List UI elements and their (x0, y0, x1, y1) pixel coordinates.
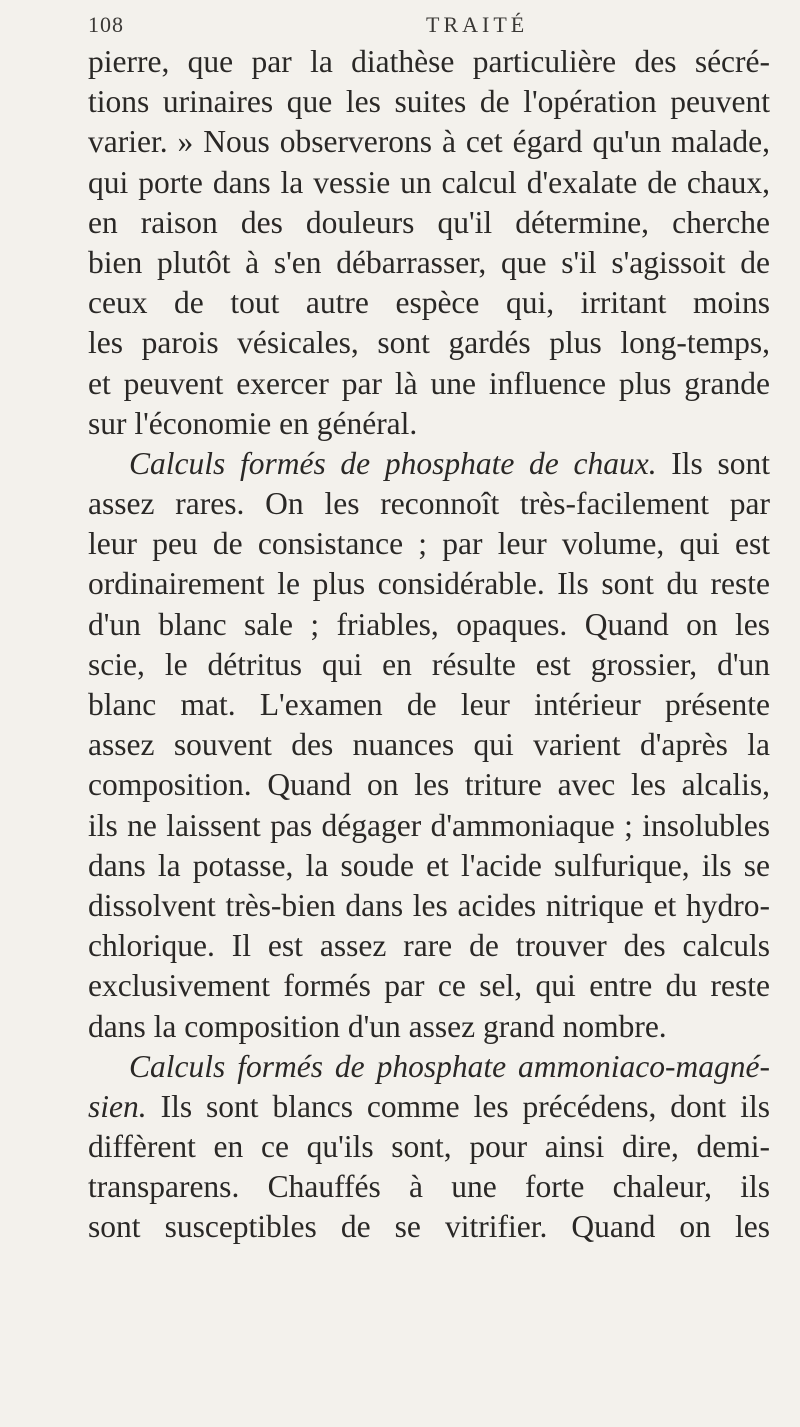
body-text (88, 42, 770, 1248)
section-heading-continuation: sien. (88, 1088, 147, 1124)
text-line: sur l'économie en général. (88, 405, 418, 441)
text-line: chlorique. Il est assez rare de trouver des calculs (88, 928, 770, 964)
text-line: pierre, que par la diathèse particulière des sécré- (88, 44, 770, 79)
text-line: ceux de tout autre espèce qui, irritant moins (88, 285, 770, 321)
text-line: ordinairement le plus considérable. Ils sont du reste (88, 566, 770, 602)
text-line: dissolvent très-bien dans les acides nitrique et hydro- (88, 887, 770, 923)
text-line: assez souvent des nuances qui varient d'après la (88, 727, 770, 763)
text-line (88, 1087, 770, 1127)
text-line: en raison des douleurs qu'il détermine, cherche (88, 204, 770, 240)
section-heading-line (88, 444, 770, 484)
running-head: TRAITÉ (426, 12, 529, 37)
text-fragment: Ils sont (671, 445, 771, 481)
text-line: assez rares. On les reconnoît très-facilement par (88, 486, 770, 522)
section-heading-phosphate-ammoniaco-magnesien: Calculs formés de phosphate ammoniaco-magné- (129, 1048, 770, 1084)
text-line: varier. » Nous observerons à cet égard qu'un malade, (88, 124, 770, 160)
text-line: diffèrent en ce qu'ils sont, pour ainsi dire, demi- (88, 1129, 770, 1165)
text-line: qui porte dans la vessie un calcul d'exalate de chaux, (88, 164, 770, 200)
text-line: blanc mat. L'examen de leur intérieur présente (88, 687, 770, 722)
text-line: d'un blanc sale ; friables, opaques. Quand on les (88, 606, 770, 642)
text-line: exclusivement formés par ce sel, qui entre du reste (88, 968, 770, 1004)
text-line: composition. Quand on les triture avec les alcalis, (88, 767, 770, 803)
text-line: sont susceptibles de se vitrifier. Quand on les (88, 1209, 770, 1245)
text-fragment: Ils sont blancs comme les précédens, dont ils (160, 1088, 770, 1124)
text-line: tions urinaires que les suites de l'opération peuvent (88, 84, 770, 120)
text-line: dans la composition d'un assez grand nombre. (88, 1008, 667, 1044)
text-line: scie, le détritus qui en résulte est grossier, d'un (88, 646, 770, 682)
section-heading-phosphate-de-chaux: Calculs formés de phosphate de chaux. (129, 445, 657, 481)
text-line: dans la potasse, la soude et l'acide sulfurique, ils se (88, 847, 770, 883)
text-line: leur peu de consistance ; par leur volume, qui est (88, 526, 770, 562)
text-line: les parois vésicales, sont gardés plus long-temps, (88, 325, 770, 361)
page-number: 108 (88, 12, 124, 37)
text-line: ils ne laissent pas dégager d'ammoniaque ; insolubles (88, 807, 770, 843)
text-line: transparens. Chauffés à une forte chaleur, ils (88, 1169, 770, 1205)
text-line: bien plutôt à s'en débarrasser, que s'il s'agissoit de (88, 244, 770, 280)
text-line: et peuvent exercer par là une influence plus grande (88, 365, 770, 401)
